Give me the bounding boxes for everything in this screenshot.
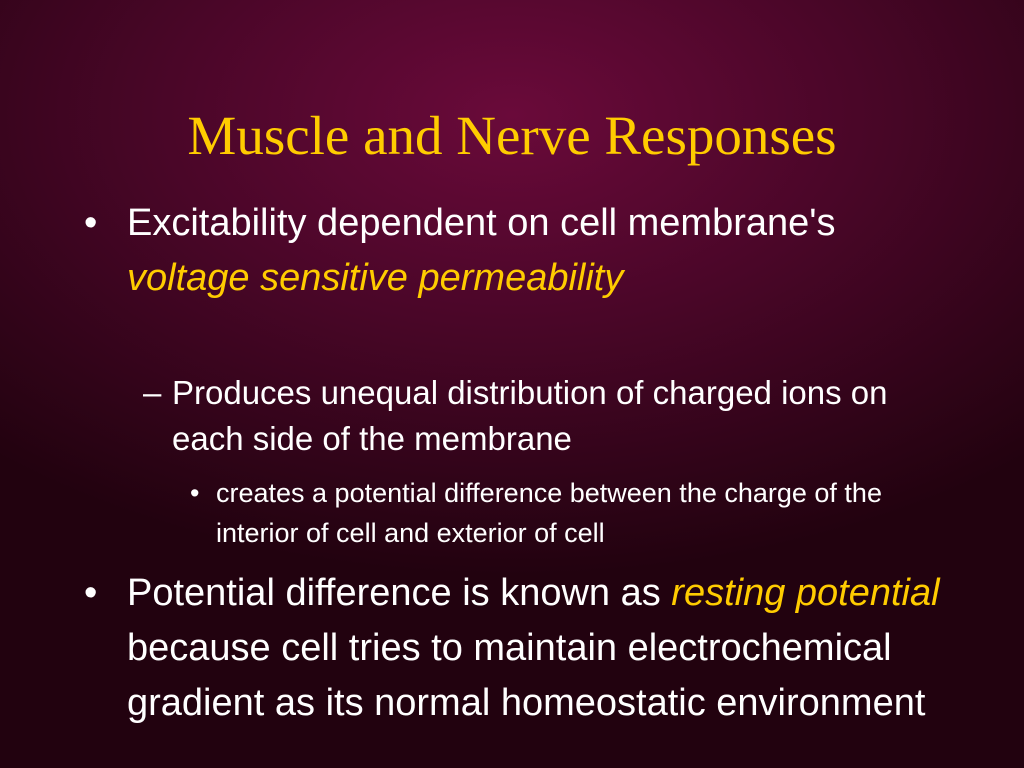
subsubbullet-text: creates a potential difference between the charge of the interior of cell and exterior of cell (216, 478, 882, 548)
bullet-text: Potential difference is known as (127, 572, 672, 614)
bullet-marker: • (84, 202, 98, 244)
subbullet-marker: – (143, 374, 162, 411)
bullet-emphasis: resting potential (671, 572, 940, 614)
subbullet-unequal-distribution (143, 370, 932, 462)
bullet-text: Excitability dependent on cell membrane's (127, 202, 836, 244)
subsubbullet-potential-difference (190, 473, 936, 553)
bullet-excitability (84, 196, 947, 306)
subbullet-text: Produces unequal distribution of charged ions on each side of the membrane (172, 374, 888, 457)
bullet-text-after: because cell tries to maintain electrochemical gradient as its normal homeostatic environment (127, 627, 926, 724)
bullet-emphasis: voltage sensitive permeability (127, 257, 624, 299)
bullet-marker: • (84, 572, 98, 614)
slide-title: Muscle and Nerve Responses (187, 105, 837, 166)
subsubbullet-marker: • (190, 478, 200, 508)
bullet-resting-potential (84, 566, 947, 731)
